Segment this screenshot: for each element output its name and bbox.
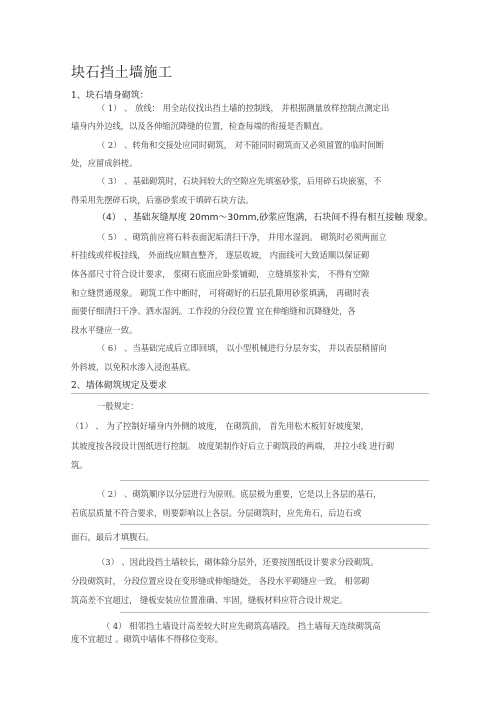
- text-line: （ 2） 、砌筑顺序以分层进行为原则。底层极为重要，它是以上各层的基石，: [97, 489, 382, 499]
- text-line: （ 2） 、转角和交接处应同时砌筑， 对不能同时砌筑而又必须留置的临时间断: [97, 140, 384, 150]
- text-line: 和立缝贯通现象。 砌筑工作中断时， 可将砌好的石层孔隙用砂浆填满， 再砌时表: [71, 288, 370, 298]
- text-line: （ 1） 、 放线： 用全站仪找出挡土墙的控制线， 并根据测量放样控制点测定出: [97, 103, 390, 113]
- text-line: （ 5） 、砌筑前应将石料表面泥垢清扫干净， 并用水湿润。 砌筑时必须两面立: [97, 232, 387, 242]
- text-line: 其坡度按各段设计图纸进行控制。 坡度架制作好后立于砌筑段的两端， 并拉小线 进行砌: [71, 441, 395, 451]
- text-line: 若底层质量不符合要求，则要影响以上各层。分层砌筑时，应先角石，后边石或: [71, 508, 362, 518]
- text-line: （4） 、基础灰缝厚度 20mm～30mm,砂浆应饱满，石块间不得有相互接触 现象。: [97, 213, 434, 223]
- text-line: 外斜坡，以免积水渗入浸泡基底。: [71, 362, 196, 372]
- text-line: （3） 、因此段挡土墙较长，砌体除分层外，还要按图纸设计要求分段砌筑。: [97, 557, 379, 567]
- text-line: （1） 、 为了控制好墙身内外侧的坡度， 在砌筑前， 首先用松木板钉好坡度架，: [71, 421, 369, 431]
- text-line: 度不宜超过 。砌筑中墙体不得移位变形。: [71, 634, 223, 644]
- divider: [71, 393, 429, 394]
- text-line: （ 4） 相邻挡土墙设计高差较大时应先砌筑高墙段。 挡土墙每天连续砌筑高: [102, 621, 381, 631]
- divider: [120, 612, 429, 613]
- text-line: 面石，最后才填腹石。: [71, 532, 154, 542]
- divider: [120, 480, 429, 481]
- text-line: 筑高差不宜超过， 缝板安装应位置准确、牢固，缝板材料应符合设计规定。: [71, 595, 348, 605]
- text-line: 墙身内外边线，以及各伸缩沉降缝的位置，检查每端的衔接是否顺直。: [71, 121, 329, 131]
- text-line: 体各部尺寸符合设计要求， 浆砌石底面应卧浆铺砌， 立缝填浆补实， 不得有空隙: [71, 269, 370, 279]
- text-line: 一般规定：: [97, 401, 139, 411]
- divider: [120, 524, 429, 525]
- text-line: 杆挂线或样板挂线， 外面线应顺直整齐， 逐层收坡， 内面线可大致适顺以保证砌: [71, 250, 370, 260]
- section-heading-1: 1、块石墙身砌筑：: [71, 91, 149, 101]
- section-heading-2: 2、墙体砌筑规定及要求: [71, 381, 167, 391]
- divider: [120, 548, 429, 549]
- text-line: 段水平缝应一致。: [71, 325, 138, 335]
- text-line: 得采用先摆碎石块，后塞砂浆或干填碎石块方法。: [71, 195, 254, 205]
- text-line: 处，应留成斜槎。: [71, 158, 138, 168]
- text-line: 面要仔细清扫干净、洒水湿润。工作段的分段位置 宜在伸缩缝和沉降缝处，各: [71, 306, 356, 316]
- page-title: 块石挡土墙施工: [71, 65, 173, 81]
- text-line: 分段砌筑时， 分段位置应设在变形缝或伸缩缝处， 各段水平砌缝应一致。 相邻砌: [71, 576, 370, 586]
- text-line: 筑。: [71, 460, 88, 470]
- text-line: （ 3） 、基础砌筑时，石块间较大的空隙应先填塞砂浆，后用碎石块嵌塞，不: [97, 176, 382, 186]
- text-line: （ 6） 、当基础完成后立即回填， 以小型机械进行分层夯实， 并以表层稍留向: [97, 343, 387, 353]
